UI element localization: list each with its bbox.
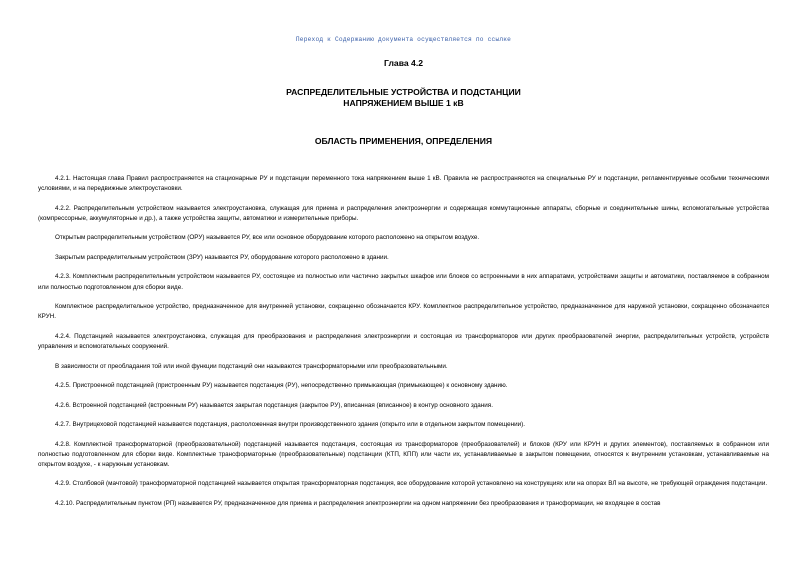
paragraph: 4.2.6. Встроенной подстанцией (встроенным РУ) называется закрытая подстанция (закрытое РУ), вписанная (вписанное) в контур основного здания. — [55, 401, 493, 409]
document-body — [38, 174, 769, 518]
paragraph: Закрытым распределительным устройством (ЗРУ) называется РУ, оборудование которого расположено в здании. — [55, 253, 389, 261]
paragraph: 4.2.10. Распределительным пунктом (РП) называется РУ, предназначенное для приема и распределения электроэнергии на одном напряжении без преобразования и трансформации, не входящее в состав — [55, 499, 661, 507]
chapter-title-line-2: НАПРЯЖЕНИЕМ ВЫШЕ 1 кВ — [343, 97, 464, 108]
paragraph: 4.2.5. Пристроенной подстанцией (пристроенным РУ) называется подстанция (РУ), непосредственно примыкающая (примыкающее) к основному зданию. — [55, 382, 508, 390]
paragraph: Открытым распределительным устройством (ОРУ) называется РУ, все или основное оборудование которого расположено на открытом воздухе. — [55, 234, 480, 242]
section-heading: ОБЛАСТЬ ПРИМЕНЕНИЯ, ОПРЕДЕЛЕНИЯ — [314, 136, 493, 146]
paragraph: 4.2.9. Столбовой (мачтовой) трансформаторной подстанцией называется открытая трансформаторная подстанция, все оборудование которой установлено на конструкциях или на опорах ВЛ на высоте, не требующей ограждения подстанции. — [55, 480, 768, 488]
paragraph: В зависимости от преобладания той или иной функции подстанций они называются трансформаторными или преобразовательными. — [55, 362, 448, 370]
paragraph: 4.2.7. Внутрицеховой подстанцией называется подстанция, расположенная внутри производственного здания (открыто или в отдельном закрытом помещении). — [55, 421, 525, 429]
chapter-title — [0, 87, 807, 108]
chapter-heading: Глава 4.2 — [384, 58, 423, 68]
paragraph: 4.2.8. Комплектной трансформаторной (преобразовательной) подстанцией называется подстанция, состоящая из трансформаторов (преобразователей) и блоков (КРУ или КРУН и других элементов), поставляемых в собранном или полностью подготовленном для сборки виде. Комплектные трансформаторные (преобразовательные) подстанции (КТП, КПП) или части их, устанавливаемые в закрытом помещении, относятся к внутренним установкам, устанавливаемые на открытом воздухе, - к наружным установкам. — [38, 440, 769, 468]
paragraph: 4.2.3. Комплектным распределительным устройством называется РУ, состоящее из полностью или частично закрытых шкафов или блоков со встроенными в них аппаратами, устройствами защиты и автоматики, поставляемое в собранном или полностью подготовленном для сборки виде. — [38, 273, 769, 291]
paragraph: Комплектное распределительное устройство, предназначенное для внутренней установки, сокращенно обозначается КРУ. Комплектное распределительное устройство, предназначенное для наружной установки, сокращенно обозначается КРУН. — [38, 303, 769, 321]
paragraph: 4.2.4. Подстанцией называется электроустановка, служащая для преобразования и распределения электроэнергии и состоящая из трансформаторов или других преобразователей энергии, распределительных устройств, устройств управления и вспомогательных сооружений. — [38, 332, 769, 351]
chapter-title-line-1: РАСПРЕДЕЛИТЕЛЬНЫЕ УСТРОЙСТВА И ПОДСТАНЦИИ — [286, 87, 521, 97]
table-of-contents-link[interactable]: Переход к Содержанию документа осуществляется по ссылке — [295, 36, 512, 43]
paragraph: 4.2.1. Настоящая глава Правил распространяется на стационарные РУ и подстанции переменного тока напряжением выше 1 кВ. Правила не распространяются на специальные РУ и подстанции, регламентируемые особыми техническими условиями, и на передвижные электроустановки. — [38, 175, 769, 193]
paragraph: 4.2.2. Распределительным устройством называется электроустановка, служащая для приема и распределения электроэнергии и содержащая коммутационные аппараты, сборные и соединительные шины, вспомогательные устройства (компрессорные, аккумуляторные и др.), а также устройства защиты, автоматики и измерительные приборы. — [38, 204, 769, 222]
